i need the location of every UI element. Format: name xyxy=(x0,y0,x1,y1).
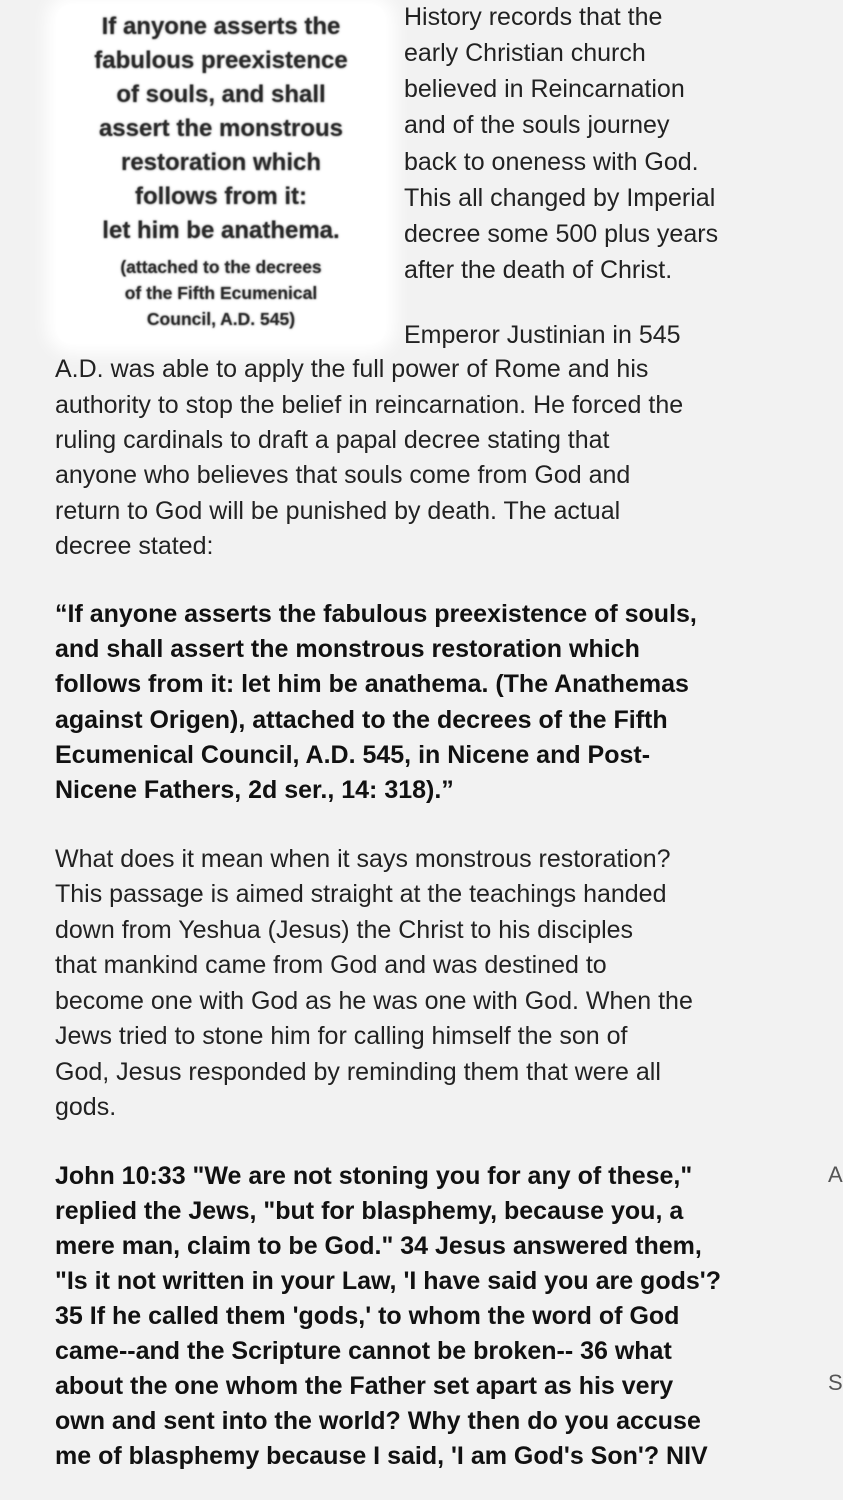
image-source-line: Council, A.D. 545) xyxy=(146,309,296,329)
image-quote-line: restoration which xyxy=(120,149,322,176)
quote-line: “If anyone asserts the fabulous preexistence of souls, xyxy=(55,600,697,628)
image-source-line: (attached to the decrees xyxy=(120,257,322,277)
text-line: anyone who believes that souls come from God and xyxy=(55,461,631,489)
quote-line: 35 If he called them 'gods,' to whom the word of God xyxy=(55,1302,680,1330)
quote-line: own and sent into the world? Why then do you accuse xyxy=(55,1407,701,1435)
text-line: early Christian church xyxy=(404,39,646,67)
image-quote-line: assert the monstrous xyxy=(98,115,344,142)
image-quote-line: follows from it: xyxy=(135,183,307,210)
image-quote-line: let him be anathema. xyxy=(102,217,340,244)
quote-line: Nicene Fathers, 2d ser., 14: 318).” xyxy=(55,776,454,804)
text-line: decree stated: xyxy=(55,532,214,560)
text-line: Emperor Justinian in 545 xyxy=(404,321,681,349)
clipped-edge-glyph: A xyxy=(828,1162,843,1187)
image-quote-line: If anyone asserts the xyxy=(101,13,341,40)
text-line: authority to stop the belief in reincarnation. He forced the xyxy=(55,391,684,419)
quote-line: Ecumenical Council, A.D. 545, in Nicene and Post- xyxy=(55,741,651,769)
text-line: God, Jesus responded by reminding them that were all xyxy=(55,1058,661,1086)
text-line: ruling cardinals to draft a papal decree stating that xyxy=(55,426,610,454)
quote-line: "Is it not written in your Law, 'I have said you are gods'? xyxy=(55,1267,721,1295)
text-line: down from Yeshua (Jesus) the Christ to his disciples xyxy=(55,916,634,944)
text-line: History records that the xyxy=(404,3,663,31)
quote-line: replied the Jews, "but for blasphemy, because you, a xyxy=(55,1197,684,1225)
text-line: that mankind came from God and was destined to xyxy=(55,951,607,979)
text-line: What does it mean when it says monstrous restoration? xyxy=(55,845,671,873)
text-line: back to oneness with God. xyxy=(404,148,699,176)
image-quote-text xyxy=(56,4,386,248)
text-line: Jews tried to stone him for calling himself the son of xyxy=(55,1022,628,1050)
text-line: decree some 500 plus years xyxy=(404,220,719,248)
text-line: return to God will be punished by death. The actual xyxy=(55,497,621,525)
text-line: This passage is aimed straight at the teachings handed xyxy=(55,880,667,908)
quote-image xyxy=(56,4,386,344)
image-quote-source xyxy=(56,254,386,332)
quote-line: me of blasphemy because I said, 'I am God's Son'? NIV xyxy=(55,1442,708,1470)
text-line: This all changed by Imperial xyxy=(404,184,716,212)
image-source-line: of the Fifth Ecumenical xyxy=(124,283,318,303)
quote-line: mere man, claim to be God." 34 Jesus answered them, xyxy=(55,1232,702,1260)
clipped-edge-glyph: S xyxy=(828,1370,843,1395)
quote-line: John 10:33 "We are not stoning you for any of these," xyxy=(55,1162,693,1190)
text-line: believed in Reincarnation xyxy=(404,75,685,103)
image-quote-line: of souls, and shall xyxy=(116,81,326,108)
text-line: after the death of Christ. xyxy=(404,256,673,284)
text-line: A.D. was able to apply the full power of Rome and his xyxy=(55,355,649,383)
text-line: gods. xyxy=(55,1093,117,1121)
quote-line: came--and the Scripture cannot be broken-- 36 what xyxy=(55,1337,672,1365)
quote-line: against Origen), attached to the decrees of the Fifth xyxy=(55,706,668,734)
quote-line: and shall assert the monstrous restoration which xyxy=(55,635,640,663)
image-quote-line: fabulous preexistence xyxy=(94,47,348,74)
text-line: and of the souls journey xyxy=(404,111,670,139)
quote-line: about the one whom the Father set apart as his very xyxy=(55,1372,674,1400)
quote-line: follows from it: let him be anathema. (The Anathemas xyxy=(55,670,689,698)
text-line: become one with God as he was one with God. When the xyxy=(55,987,693,1015)
